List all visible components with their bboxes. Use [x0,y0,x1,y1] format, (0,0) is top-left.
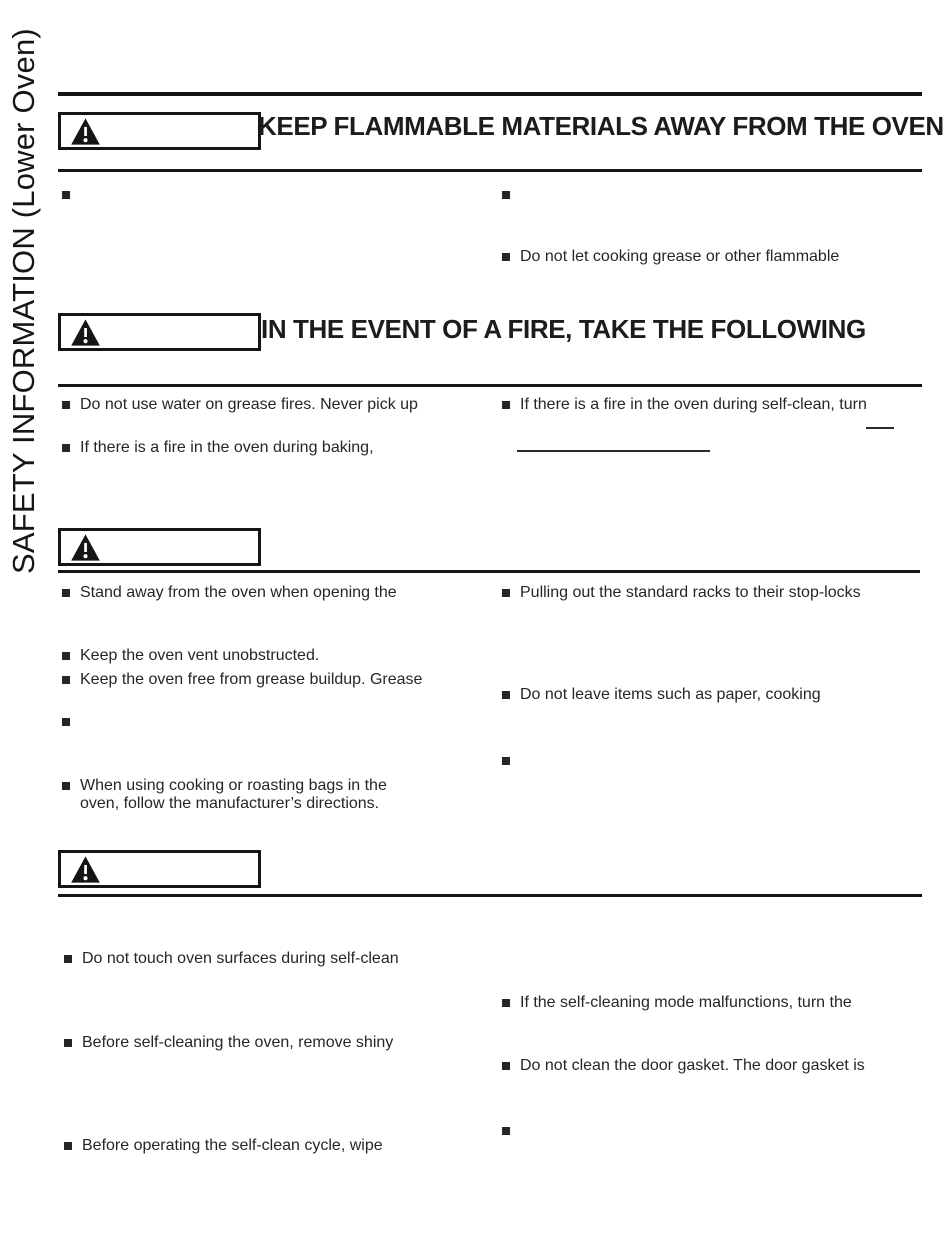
divider-rule [58,384,922,387]
bullet-square-icon [502,757,510,765]
bullet-square-icon [502,253,510,261]
warning-box [58,313,261,351]
bullet-square-icon [502,691,510,699]
bullet-text: If there is a fire in the oven during self-clean, turn [520,396,867,413]
bullet-square-icon [62,589,70,597]
bullet-text: When using cooking or roasting bags in the oven, follow the manufacturer’s directions. [80,777,387,812]
list-item [62,777,424,813]
bullet-text: Pulling out the standard racks to their stop-locks [520,584,861,601]
list-item [502,752,922,765]
bullet-text: Do not leave items such as paper, cooking [520,686,821,703]
bullet-square-icon [62,676,70,684]
divider-rule [58,169,922,172]
warning-box [58,850,261,888]
bullet-square-icon [502,191,510,199]
bullet-text: Do not let cooking grease or other flammable [520,248,840,265]
bullet-text: Do not clean the door gasket. The door gasket is [520,1057,865,1074]
bullet-text: If the self-cleaning mode malfunctions, turn the [520,994,852,1011]
list-item [62,713,462,726]
bullet-square-icon [64,955,72,963]
bullet-square-icon [502,401,510,409]
bullet-square-icon [62,718,70,726]
list-item [502,584,922,602]
list-item [64,1137,464,1155]
bullet-text: Keep the oven vent unobstructed. [80,647,320,664]
list-item [502,248,912,266]
bullet-square-icon [64,1142,72,1150]
page-title: SAFETY INFORMATION (Lower Oven) [6,28,41,574]
warning-box [58,528,261,566]
divider-rule [58,894,922,897]
bullet-text: If there is a fire in the oven during baking, [80,439,374,456]
bullet-text: Stand away from the oven when opening the [80,584,397,601]
bullet-square-icon [502,1062,510,1070]
bullet-square-icon [502,999,510,1007]
list-item [62,186,457,199]
bullet-text: Before operating the self-clean cycle, wipe [82,1137,383,1154]
bullet-square-icon [62,444,70,452]
blank-underline [517,450,710,452]
list-item [62,439,472,457]
list-item [64,950,464,968]
list-item [62,396,472,414]
bullet-text: Do not touch oven surfaces during self-clean [82,950,399,967]
list-item [502,686,922,704]
warning-triangle-icon [70,117,101,146]
list-item [62,584,462,602]
bullet-text: Before self-cleaning the oven, remove shiny [82,1034,394,1051]
bullet-square-icon [62,782,70,790]
blank-underline [866,427,894,429]
bullet-square-icon [62,401,70,409]
bullet-text: Keep the oven free from grease buildup. Grease [80,671,423,688]
section-heading-fire: IN THE EVENT OF A FIRE, TAKE THE FOLLOWING [261,314,866,344]
list-item [64,1034,464,1052]
warning-triangle-icon [70,533,101,562]
divider-rule [58,92,922,96]
list-item [502,396,922,414]
bullet-square-icon [62,191,70,199]
warning-triangle-icon [70,855,101,884]
list-item [502,994,922,1012]
bullet-text: Do not use water on grease fires. Never pick up [80,396,418,413]
bullet-square-icon [502,589,510,597]
divider-rule [58,570,920,573]
list-item [502,1057,922,1075]
bullet-square-icon [64,1039,72,1047]
bullet-square-icon [62,652,70,660]
list-item [62,647,462,665]
list-item [62,671,462,689]
list-item [502,186,912,199]
warning-box [58,112,261,150]
list-item [502,1122,922,1135]
section-heading-flammable: KEEP FLAMMABLE MATERIALS AWAY FROM THE OVEN [258,111,944,141]
bullet-square-icon [502,1127,510,1135]
warning-triangle-icon [70,318,101,347]
